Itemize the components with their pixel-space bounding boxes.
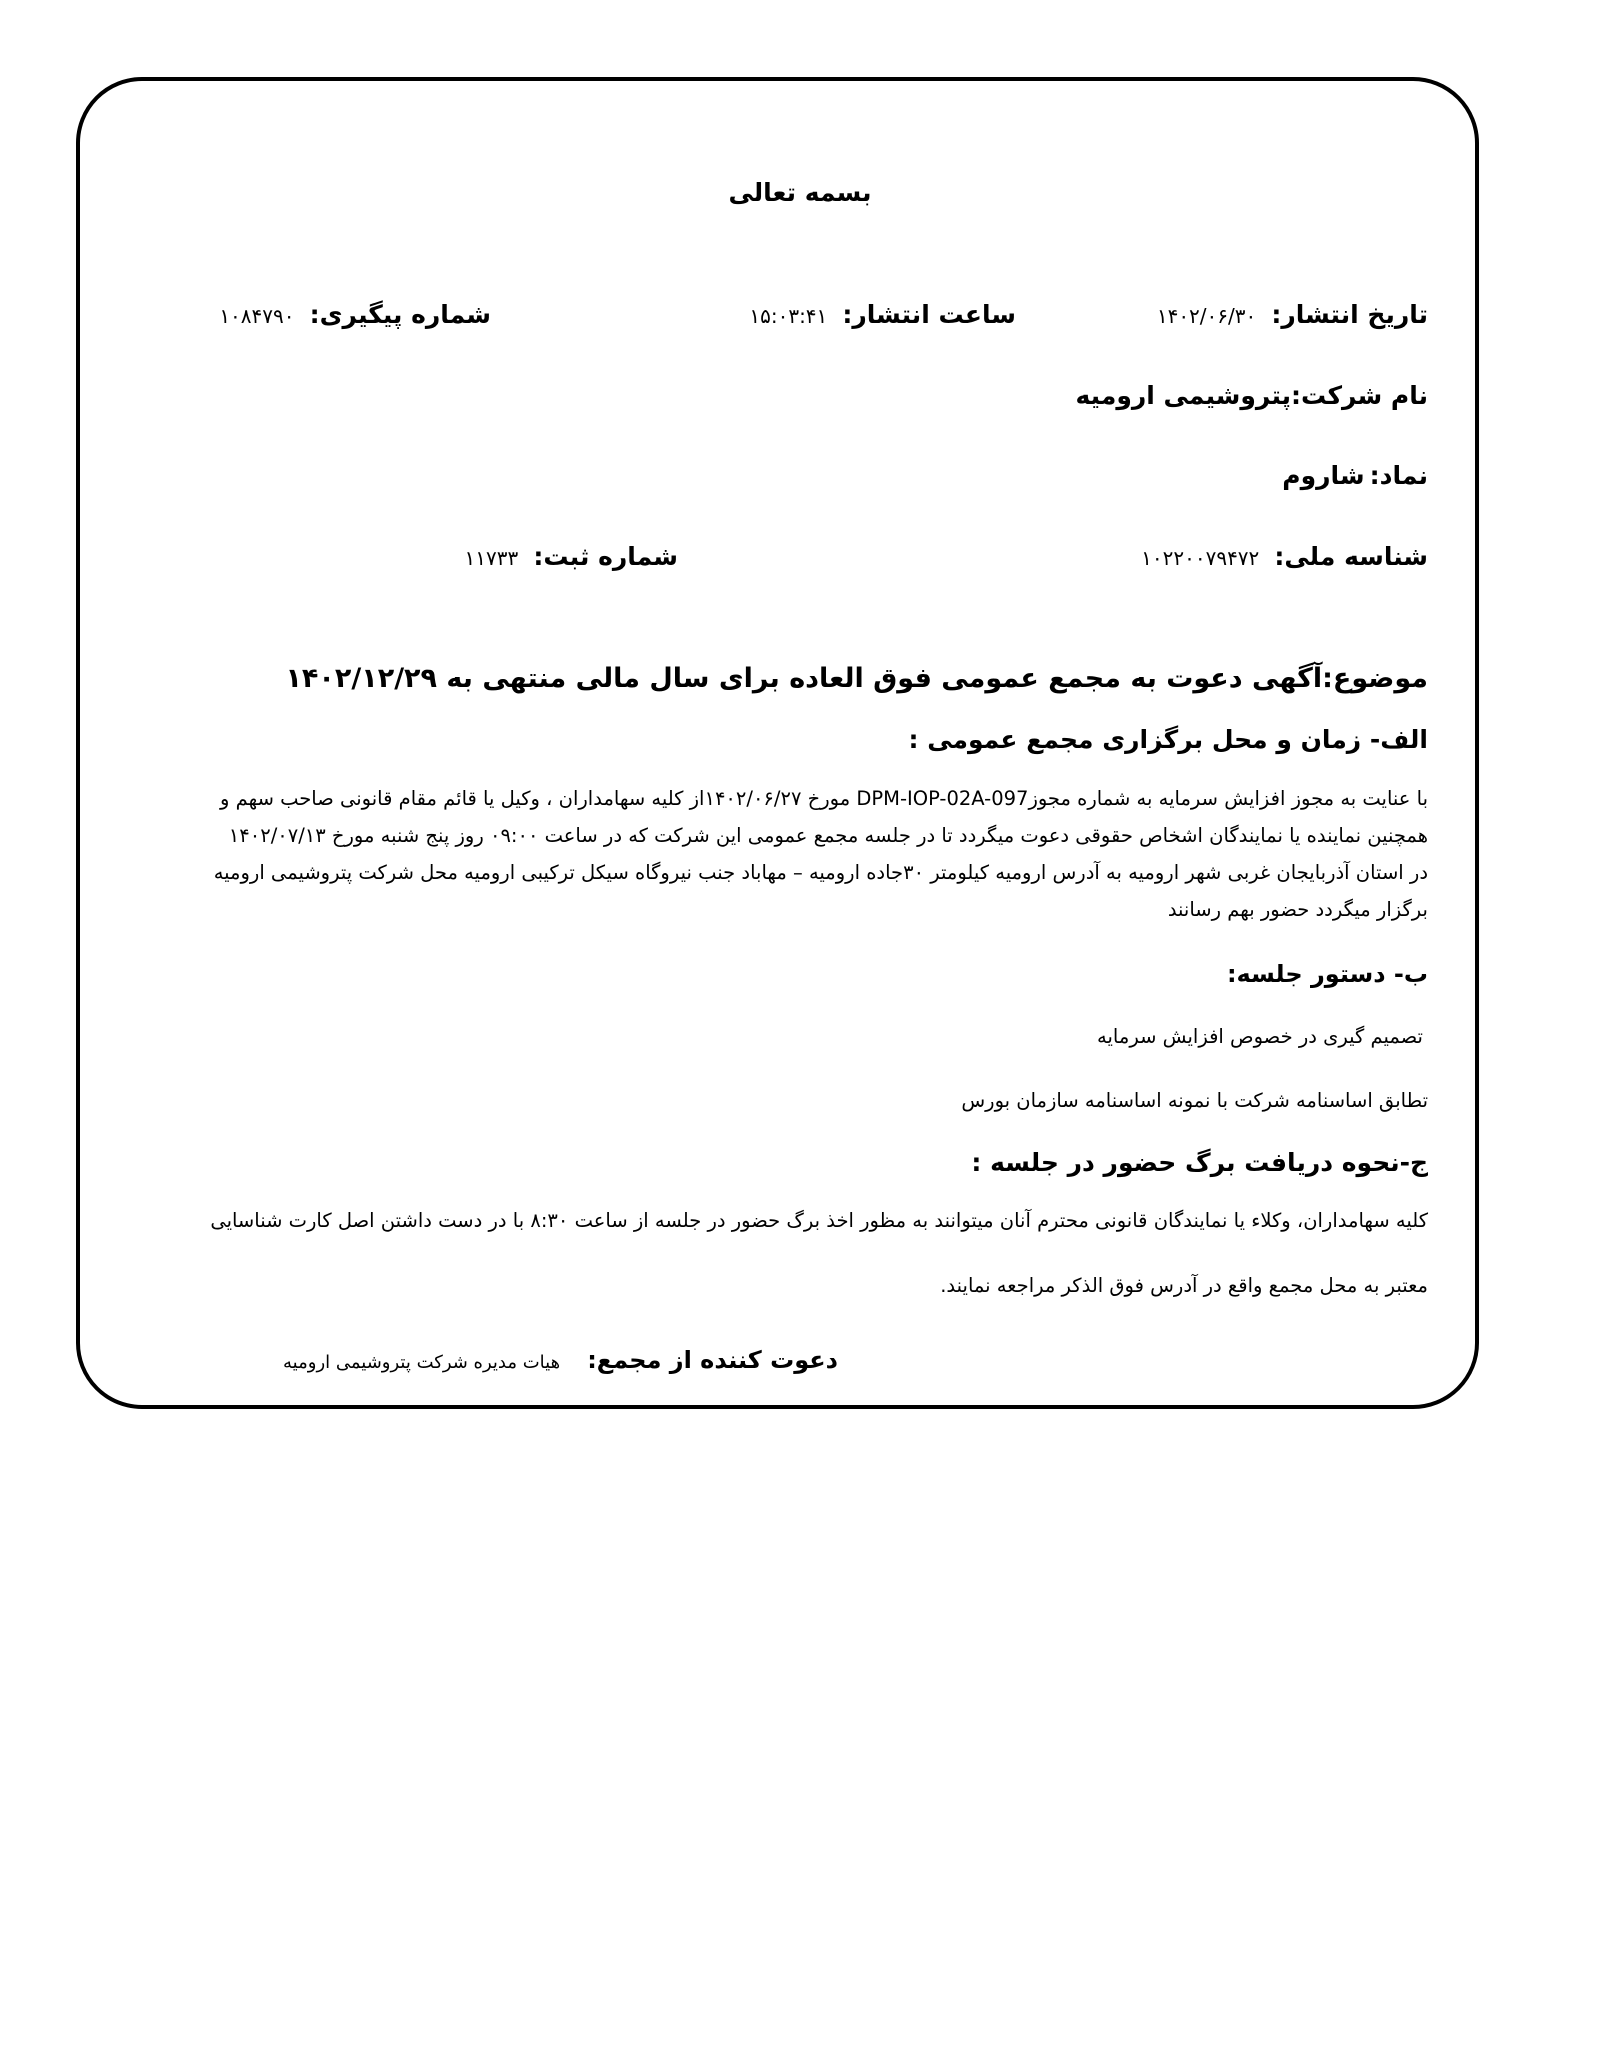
section-a-paragraph bbox=[105, 780, 1428, 928]
document-heading: بسمه تعالی bbox=[728, 178, 872, 207]
section-c-line: کلیه سهامداران، وکلاء یا نمایندگان قانونی محترم آنان میتوانند به مظور اخذ برگ حضور در جلسه از ساعت ۸:۳۰ با در دست داشتن اصل کارت شناسایی bbox=[210, 1209, 1428, 1232]
company-name-label: نام شرکت: bbox=[1291, 381, 1428, 410]
section-a-line: در استان آذربایجان غربی شهر ارومیه به آدرس ارومیه کیلومتر ۳۰جاده ارومیه – مهاباد جنب نیروگاه سیکل ترکیبی ارومیه محل شرکت پتروشیمی ارومیه bbox=[213, 861, 1428, 884]
agenda-item: تصمیم گیری در خصوص افزایش سرمایه bbox=[1097, 1025, 1423, 1048]
section-a-line: برگزار میگردد حضور بهم رسانند bbox=[1167, 898, 1428, 921]
section-a-title: الف- زمان و محل برگزاری مجمع عمومی : bbox=[908, 725, 1428, 754]
tracking-number-value: ۱۰۸۴۷۹۰ bbox=[219, 304, 295, 328]
section-c-line: معتبر به محل مجمع واقع در آدرس فوق الذکر مراجعه نمایند. bbox=[940, 1274, 1428, 1297]
publish-date-label: تاریخ انتشار: bbox=[1271, 300, 1428, 329]
publish-date-value: ۱۴۰۲/۰۶/۳۰ bbox=[1156, 304, 1257, 328]
registration-number-value: ۱۱۷۳۳ bbox=[464, 546, 519, 570]
national-id-field bbox=[1141, 542, 1428, 571]
section-b-title: ب- دستور جلسه: bbox=[1226, 960, 1428, 988]
tracking-number-field bbox=[219, 300, 491, 329]
section-a-line: با عنایت به مجوز افزایش سرمایه به شماره مجوزDPM-IOP-02A-097 مورخ ۱۴۰۲/۰۶/۲۷از کلیه سهامداران ، وکیل یا قائم مقام قانونی صاحب سهم و bbox=[219, 787, 1428, 810]
publish-time-field bbox=[749, 300, 1016, 329]
publish-date-field bbox=[1157, 300, 1428, 329]
symbol-label: نماد: bbox=[1369, 461, 1428, 490]
agenda-item: تطابق اساسنامه شرکت با نمونه اساسنامه سازمان بورس bbox=[961, 1089, 1428, 1112]
company-name-value: پتروشیمی ارومیه bbox=[1075, 381, 1292, 410]
registration-number-field bbox=[465, 542, 678, 571]
tracking-number-label: شماره پیگیری: bbox=[309, 300, 491, 329]
publish-time-value: ۱۵:۰۳:۴۱ bbox=[749, 304, 828, 328]
inviter-field bbox=[283, 1346, 838, 1374]
section-c-title: ج-نحوه دریافت برگ حضور در جلسه : bbox=[971, 1148, 1428, 1177]
section-a-line: همچنین نماینده یا نمایندگان اشخاص حقوقی دعوت میگردد تا در جلسه مجمع عمومی این شرکت که در ساعت ۰۹:۰۰ روز پنج شنبه مورخ ۱۴۰۲/۰۷/۱۳ bbox=[228, 824, 1428, 847]
registration-number-label: شماره ثبت: bbox=[533, 542, 678, 571]
symbol-value: شاروم bbox=[1282, 461, 1365, 490]
inviter-label: دعوت کننده از مجمع: bbox=[587, 1346, 838, 1374]
announcement-subject: موضوع:آگهی دعوت به مجمع عمومی فوق العاده برای سال مالی منتهی به ۱۴۰۲/۱۲/۲۹ bbox=[285, 663, 1428, 694]
national-id-value: ۱۰۲۲۰۰۷۹۴۷۲ bbox=[1141, 546, 1260, 570]
company-name-field bbox=[1075, 381, 1428, 410]
national-id-label: شناسه ملی: bbox=[1274, 542, 1428, 571]
symbol-field bbox=[1282, 461, 1428, 490]
inviter-value: هیات مدیره شرکت پتروشیمی ارومیه bbox=[283, 1352, 561, 1373]
publish-time-label: ساعت انتشار: bbox=[842, 300, 1016, 329]
